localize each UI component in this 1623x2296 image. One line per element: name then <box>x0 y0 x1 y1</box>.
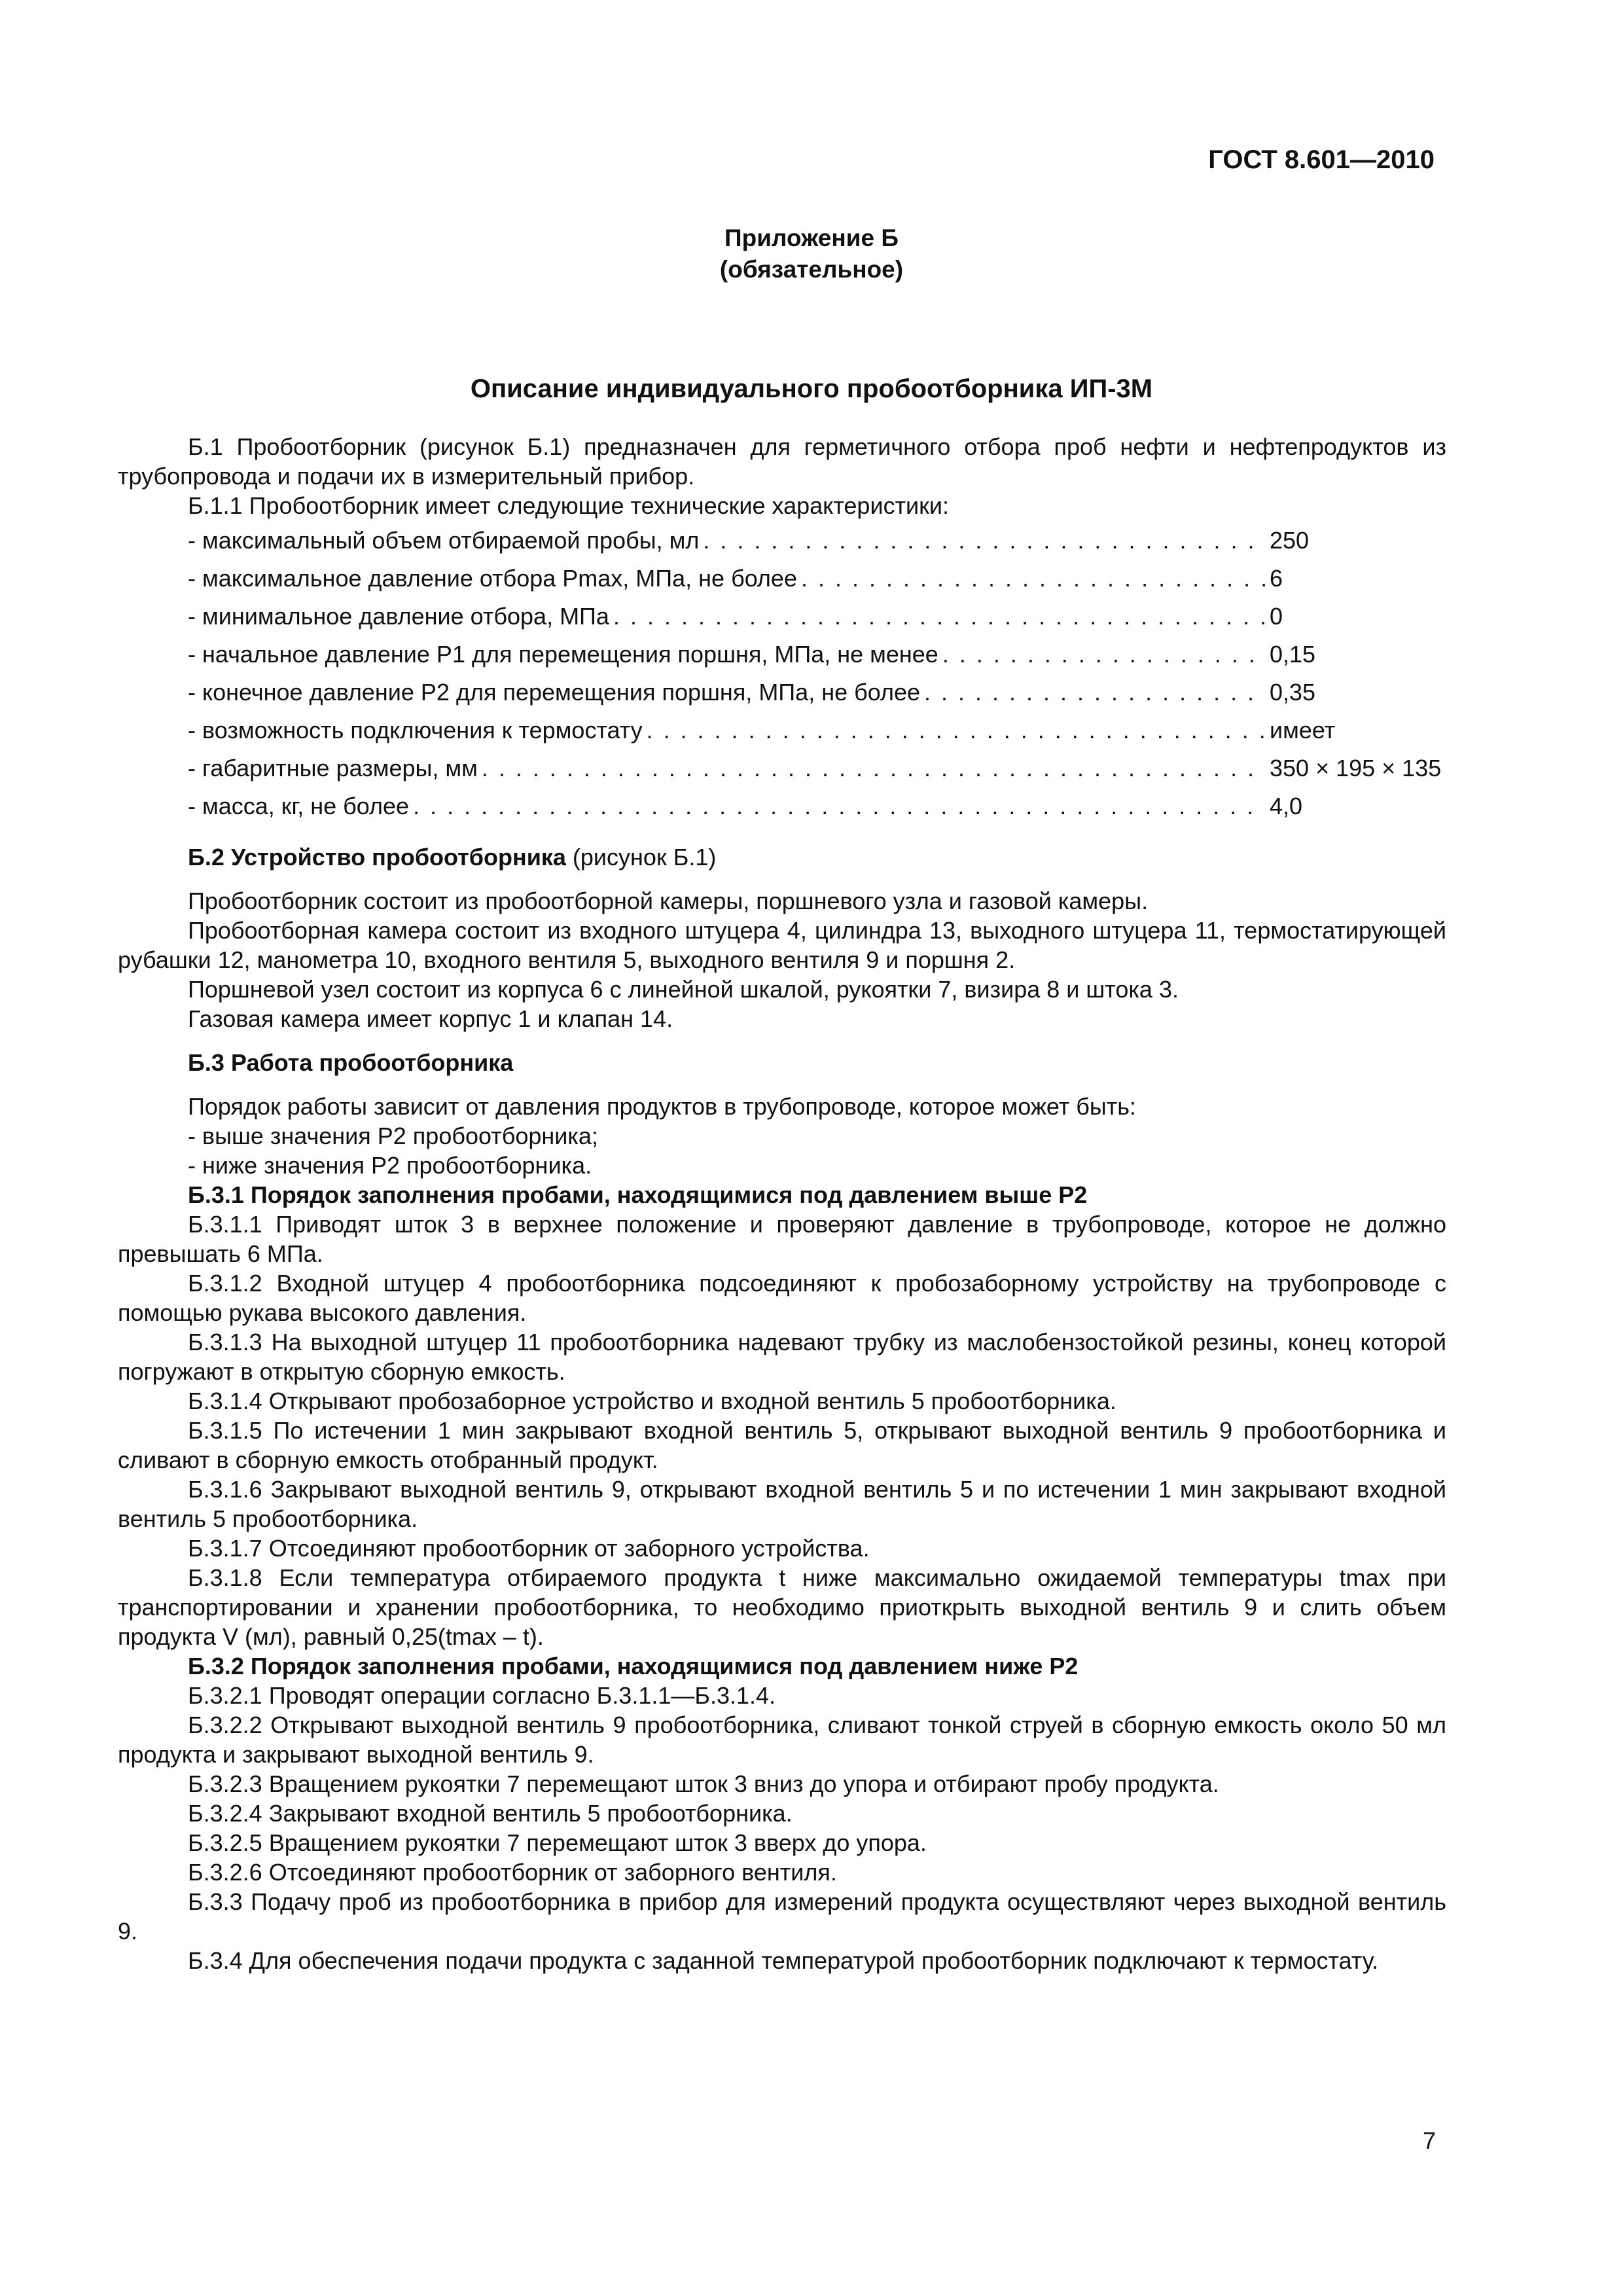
spec-label: - минимальное давление отбора, МПа <box>188 603 609 630</box>
paragraph: Б.3.1.5 По истечении 1 мин закрывают входной вентиль 5, открывают выходной вентиль 9 пробоотборника и сливают в сборную емкость отобранный продукт. <box>118 1417 1446 1473</box>
paragraph: Б.3.1.4 Открывают пробозаборное устройство и входной вентиль 5 пробоотборника. <box>188 1388 1116 1414</box>
spec-value: 0,35 <box>1270 679 1316 706</box>
list-item: - ниже значения P2 пробоотборника. <box>188 1152 592 1179</box>
paragraph: Поршневой узел состоит из корпуса 6 с линейной шкалой, рукоятки 7, визира 8 и штока 3. <box>188 976 1179 1003</box>
spec-label: - максимальный объем отбираемой пробы, мл <box>188 527 700 554</box>
spec-value: 6 <box>1270 565 1283 592</box>
paragraph: Пробоотборная камера состоит из входного штуцера 4, цилиндра 13, выходного штуцера 11, термостатирующей рубашки 12, манометра 10, входного вентиля 5, выходного вентиля 9 и поршня 2. <box>118 917 1446 973</box>
paragraph-b1-1: Б.1.1 Пробоотборник имеет следующие технические характеристики: <box>188 492 950 519</box>
spec-label: - начальное давление P1 для перемещения поршня, МПа, не менее <box>188 641 938 668</box>
paragraph: Пробоотборник состоит из пробоотборной камеры, поршневого узла и газовой камеры. <box>188 888 1149 914</box>
leader-dots <box>703 522 1266 560</box>
standard-id: ГОСТ 8.601—2010 <box>1208 145 1435 174</box>
section-b2-heading <box>118 842 1446 872</box>
leader-dots <box>613 598 1266 636</box>
paragraph: Б.3.1.1 Приводят шток 3 в верхнее положение и проверяют давление в трубопроводе, которое не должно превышать 6 МПа. <box>118 1211 1446 1267</box>
spec-label: - максимальное давление отбора Pmax, МПа, не более <box>188 565 797 592</box>
spec-row <box>188 749 1446 787</box>
document-body <box>118 432 1446 1975</box>
spec-value: имеет <box>1270 717 1336 744</box>
leader-dots <box>482 749 1266 787</box>
paragraph: Б.3.2.4 Закрывают входной вентиль 5 пробоотборника. <box>188 1800 793 1827</box>
spec-label: - возможность подключения к термостату <box>188 717 643 744</box>
paragraph: Порядок работы зависит от давления продуктов в трубопроводе, которое может быть: <box>188 1093 1136 1120</box>
leader-dots <box>647 711 1266 749</box>
spec-value: 250 <box>1270 527 1310 554</box>
leader-dots <box>924 673 1266 711</box>
leader-dots <box>801 560 1266 598</box>
section-b3-2-heading: Б.3.2 Порядок заполнения пробами, находящимися под давлением ниже P2 <box>188 1653 1079 1679</box>
spec-row <box>188 598 1446 636</box>
paragraph: Б.3.3 Подачу проб из пробоотборника в прибор для измерений продукта осуществляют через выходной вентиль 9. <box>118 1888 1446 1945</box>
appendix-title: Приложение Б <box>724 224 899 251</box>
paragraph: Б.3.2.2 Открывают выходной вентиль 9 пробоотборника, сливают тонкой струей в сборную емкость около 50 мл продукта и закрывают выходной вентиль 9. <box>118 1712 1446 1768</box>
paragraph: Б.3.2.6 Отсоединяют пробоотборник от заборного вентиля. <box>188 1859 837 1886</box>
appendix-status: (обязательное) <box>719 256 904 283</box>
paragraph: Б.3.1.8 Если температура отбираемого продукта t ниже максимально ожидаемой температуры tmax при транспортировании и хранении пробоотборника, то необходимо приоткрыть выходной вентиль 9 и слить объем продукта V (мл), равный 0,25(tmax – t). <box>118 1564 1446 1650</box>
section-b2-heading-ref: (рисунок Б.1) <box>572 844 717 870</box>
paragraph: Б.3.1.2 Входной штуцер 4 пробоотборника подсоединяют к пробозаборному устройству на трубопроводе с помощью рукава высокого давления. <box>118 1270 1446 1326</box>
spec-label: - конечное давление P2 для перемещения поршня, МПа, не более <box>188 679 921 706</box>
section-b3-1-heading: Б.3.1 Порядок заполнения пробами, находящимися под давлением выше P2 <box>188 1181 1088 1208</box>
leader-dots <box>942 636 1266 673</box>
spec-row <box>188 673 1446 711</box>
spec-label: - габаритные размеры, мм <box>188 755 478 781</box>
spec-row <box>188 522 1446 560</box>
document-title: Описание индивидуального пробоотборника ИП-3М <box>470 374 1153 403</box>
paragraph: Б.3.2.5 Вращением рукоятки 7 перемещают шток 3 вверх до упора. <box>188 1829 927 1856</box>
paragraph: Б.3.1.7 Отсоединяют пробоотборник от заборного устройства. <box>188 1535 870 1562</box>
spec-value: 4,0 <box>1270 793 1303 819</box>
spec-row <box>188 560 1446 598</box>
spec-row <box>188 787 1446 825</box>
section-b3-heading: Б.3 Работа пробоотборника <box>188 1049 514 1076</box>
spec-label: - масса, кг, не более <box>188 793 410 819</box>
page-number: 7 <box>1422 2127 1436 2154</box>
spec-value: 0,15 <box>1270 641 1316 668</box>
spec-row <box>188 636 1446 673</box>
leader-dots <box>413 787 1266 825</box>
spec-list <box>118 522 1446 825</box>
paragraph-b1: Б.1 Пробоотборник (рисунок Б.1) предназначен для герметичного отбора проб нефти и нефтепродуктов из трубопровода и подачи их в измерительный прибор. <box>118 433 1446 490</box>
appendix-heading <box>0 223 1623 285</box>
section-b2-heading-bold: Б.2 Устройство пробоотборника <box>188 844 566 870</box>
paragraph: Б.3.1.3 На выходной штуцер 11 пробоотборника надевают трубку из маслобензостойкой резины, конец которой погружают в открытую сборную емкость. <box>118 1329 1446 1385</box>
list-item: - выше значения P2 пробоотборника; <box>188 1122 598 1149</box>
paragraph: Б.3.1.6 Закрывают выходной вентиль 9, открывают входной вентиль 5 и по истечении 1 мин закрывают входной вентиль 5 пробоотборника. <box>118 1476 1446 1532</box>
spec-row <box>188 711 1446 749</box>
paragraph: Б.3.4 Для обеспечения подачи продукта с заданной температурой пробоотборник подключают к термостату. <box>188 1947 1379 1974</box>
spec-value: 350 × 195 × 135 <box>1270 755 1442 781</box>
spec-value: 0 <box>1270 603 1283 630</box>
paragraph: Б.3.2.3 Вращением рукоятки 7 перемещают шток 3 вниз до упора и отбирают пробу продукта. <box>188 1770 1219 1797</box>
paragraph: Газовая камера имеет корпус 1 и клапан 14. <box>188 1005 673 1032</box>
paragraph: Б.3.2.1 Проводят операции согласно Б.3.1.1—Б.3.1.4. <box>188 1682 776 1709</box>
